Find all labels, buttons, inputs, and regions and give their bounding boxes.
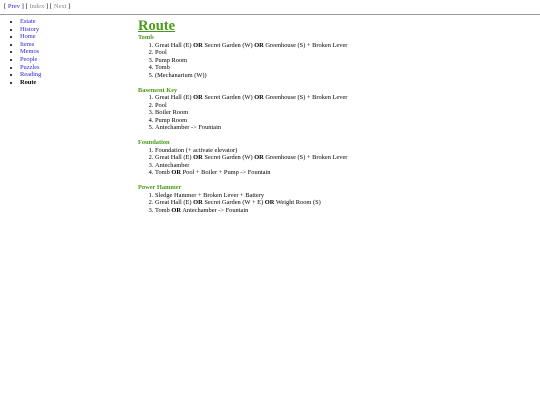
sidebar-item-memos[interactable] bbox=[20, 48, 41, 56]
sidebar-item-history[interactable] bbox=[20, 26, 41, 34]
route-steps-list bbox=[138, 42, 518, 80]
step-text: Boiler Room bbox=[155, 109, 189, 116]
section-heading: Power Hammer bbox=[138, 184, 182, 191]
or-keyword: OR bbox=[171, 206, 182, 214]
step-text: Great Hall (E) bbox=[155, 41, 194, 49]
sidebar-item-estate[interactable] bbox=[20, 18, 41, 26]
sidebar-item-route bbox=[20, 79, 41, 87]
step-text: Foundation (+ activate elevator) bbox=[155, 146, 238, 154]
sidebar-item-items[interactable] bbox=[20, 41, 41, 49]
step-text: Tomb bbox=[155, 169, 172, 176]
section-heading: Basement Key bbox=[138, 86, 178, 94]
route-steps-list bbox=[138, 192, 518, 215]
or-keyword: OR bbox=[254, 41, 264, 49]
or-keyword: OR bbox=[193, 94, 203, 101]
sidebar-nav bbox=[13, 18, 41, 86]
step-text: Secret Garden (W) bbox=[202, 154, 255, 161]
route-step bbox=[155, 57, 518, 65]
route-step bbox=[155, 192, 518, 200]
sidebar-item-label[interactable]: Home bbox=[20, 33, 36, 41]
step-text: Sledge Hammer + Broken Lever + Battery bbox=[155, 191, 265, 199]
pager-separator: ] [ bbox=[21, 3, 28, 10]
route-step bbox=[155, 162, 518, 170]
route-step bbox=[155, 72, 518, 80]
sidebar-item-people[interactable] bbox=[20, 56, 41, 64]
section-heading: Foundation bbox=[138, 139, 170, 146]
sidebar-item-label[interactable]: Estate bbox=[20, 18, 36, 25]
route-section bbox=[138, 184, 518, 214]
step-text: Pump Room bbox=[155, 56, 188, 64]
route-section bbox=[138, 34, 518, 79]
route-step bbox=[155, 154, 518, 162]
route-steps-list bbox=[138, 147, 518, 177]
or-keyword: OR bbox=[254, 94, 264, 101]
sidebar-item-puzzles[interactable] bbox=[20, 64, 41, 72]
sidebar-item-label[interactable]: People bbox=[20, 55, 38, 63]
pager-separator: ] [ bbox=[45, 3, 53, 10]
step-text: Great Hall (E) bbox=[155, 94, 194, 101]
route-step bbox=[155, 102, 518, 110]
index-link-disabled: Index bbox=[29, 3, 45, 10]
route-step bbox=[155, 42, 518, 50]
step-text: Secret Garden (W) bbox=[202, 41, 255, 49]
sidebar-item-label[interactable]: Puzzles bbox=[20, 63, 40, 71]
step-text: Pool bbox=[155, 101, 167, 109]
pager-close-bracket: ] bbox=[68, 3, 71, 10]
step-text: Pool bbox=[155, 49, 167, 56]
or-keyword: OR bbox=[264, 199, 275, 206]
step-text: Antechamber bbox=[155, 161, 190, 169]
step-text: Antechamber -> Fountain bbox=[155, 124, 222, 131]
route-step bbox=[155, 147, 518, 155]
route-step bbox=[155, 94, 518, 102]
or-keyword: OR bbox=[193, 41, 203, 49]
step-text: Tomb bbox=[155, 206, 172, 214]
pager-open-bracket: [ bbox=[4, 3, 7, 10]
or-keyword: OR bbox=[171, 169, 182, 176]
route-step bbox=[155, 109, 518, 117]
section-heading: Tomb bbox=[138, 34, 154, 41]
or-keyword: OR bbox=[193, 199, 203, 206]
next-link-disabled: Next bbox=[53, 3, 67, 10]
sidebar-item-reading[interactable] bbox=[20, 71, 41, 79]
prev-link[interactable]: Prev bbox=[7, 3, 20, 10]
horizontal-divider bbox=[0, 14, 540, 15]
route-sections bbox=[138, 34, 518, 214]
step-text: Greenhouse (S) + Broken Lever bbox=[263, 94, 348, 101]
route-step bbox=[155, 64, 518, 72]
route-steps-list bbox=[138, 94, 518, 132]
page-title: Route bbox=[138, 18, 176, 34]
step-text: Great Hall (E) bbox=[155, 154, 194, 161]
route-step bbox=[155, 124, 518, 132]
step-text: Pump Room bbox=[155, 116, 188, 124]
main-content bbox=[138, 18, 518, 222]
route-step bbox=[155, 207, 518, 215]
or-keyword: OR bbox=[254, 154, 264, 161]
step-text: Secret Garden (W + E) bbox=[202, 199, 265, 206]
route-section bbox=[138, 139, 518, 177]
step-text: Great Hall (E) bbox=[155, 199, 194, 206]
sidebar-item-label[interactable]: Items bbox=[20, 40, 35, 48]
or-keyword: OR bbox=[193, 154, 203, 161]
sidebar-item-home[interactable] bbox=[20, 33, 41, 41]
step-text: Greenhouse (S) + Broken Lever bbox=[263, 154, 348, 161]
sidebar-item-label[interactable]: Memos bbox=[20, 48, 40, 56]
route-section bbox=[138, 87, 518, 132]
sidebar-item-label[interactable]: Reading bbox=[20, 71, 42, 79]
step-text: Pool + Boiler + Pump -> Fountain bbox=[181, 169, 271, 176]
route-step bbox=[155, 117, 518, 125]
route-step bbox=[155, 49, 518, 57]
route-step bbox=[155, 169, 518, 177]
step-text: (Mechanarium (W)) bbox=[155, 71, 207, 79]
step-text: Antechamber -> Fountain bbox=[181, 206, 249, 214]
sidebar-item-label: Route bbox=[20, 78, 37, 86]
step-text: Tomb bbox=[155, 64, 170, 71]
pager-nav bbox=[4, 3, 70, 11]
route-step bbox=[155, 199, 518, 207]
step-text: Weight Room (S) bbox=[274, 199, 321, 206]
step-text: Greenhouse (S) + Broken Lever bbox=[263, 41, 348, 49]
sidebar-item-label[interactable]: History bbox=[20, 25, 40, 33]
step-text: Secret Garden (W) bbox=[202, 94, 255, 101]
